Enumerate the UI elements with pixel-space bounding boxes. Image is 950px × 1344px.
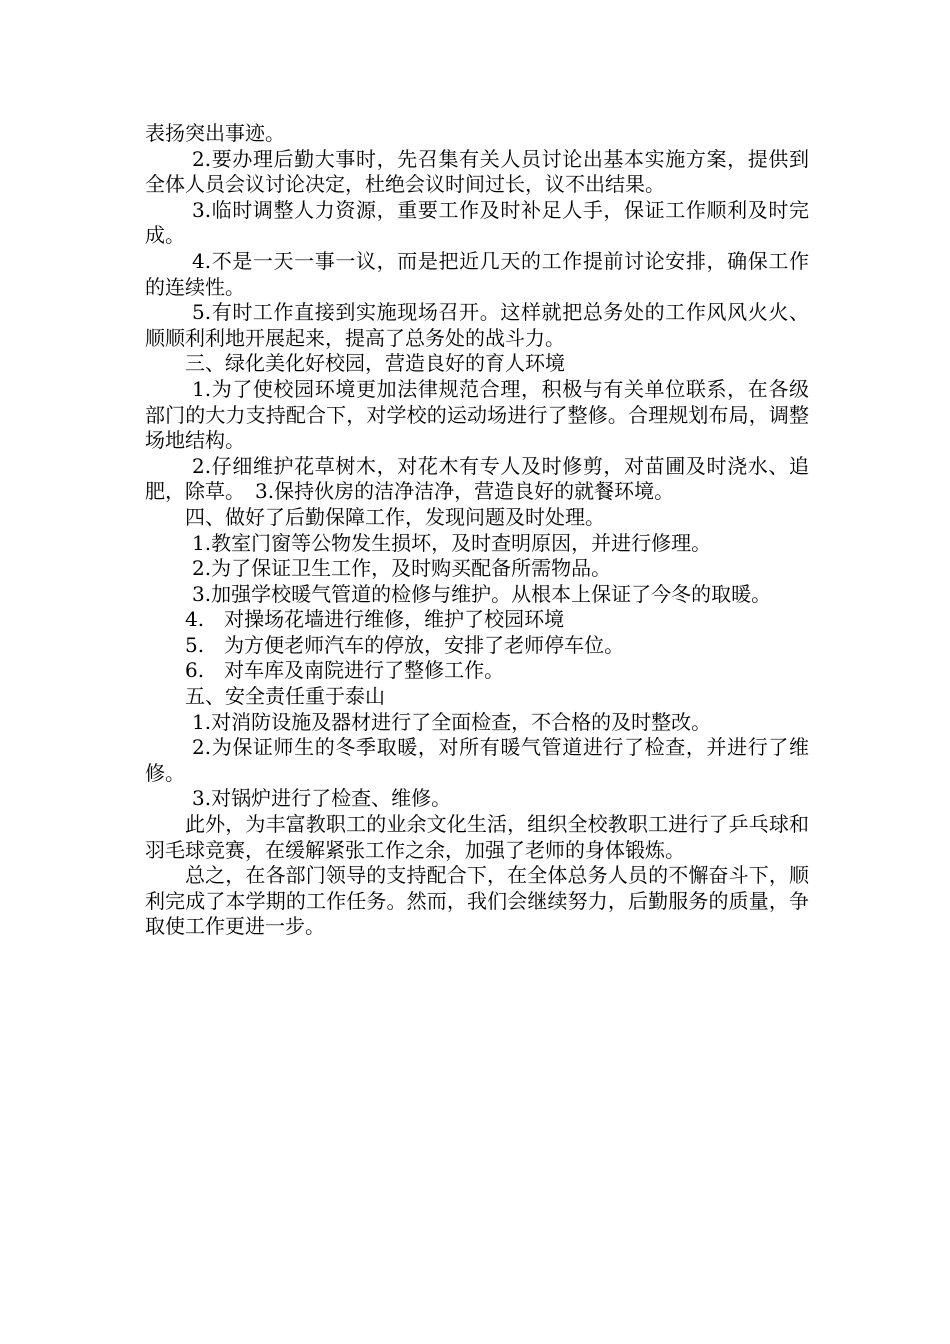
section-heading-5: 五、安全责任重于泰山 [185, 684, 385, 709]
paragraph-section3-item-1: 1.为了使校园环境更加法律规范合理，积极与有关单位联系，在各级部门的大力支持配合下，对学校的运动场进行了整修。合理规划布局，调整场地结构。 [145, 376, 809, 453]
paragraph-section4-item-4: 4. 对操场花墙进行维修，维护了校园环境 [185, 607, 565, 632]
paragraph-item-5: 5.有时工作直接到实施现场召开。这样就把总务处的工作风风火火、顺顺利利地开展起来，提高了总务处的战斗力。 [145, 300, 809, 350]
paragraph-conclusion: 总之，在各部门领导的支持配合下，在全体总务人员的不懈奋斗下，顺利完成了本学期的工作任务。然而，我们会继续努力，后勤服务的质量，争取使工作更进一步。 [145, 863, 809, 939]
paragraph-item-2: 2.要办理后勤大事时，先召集有关人员讨论出基本实施方案，提供到全体人员会议讨论决定，杜绝会议时间过长，议不出结果。 [145, 146, 809, 197]
paragraph-continuation: 表扬突出事迹。 [145, 121, 285, 145]
paragraph-section4-item-3: 3.加强学校暖气管道的检修与维护。从根本上保证了今冬的取暖。 [192, 581, 772, 606]
paragraph-item-4: 4.不是一天一事一议，而是把近几天的工作提前讨论安排，确保工作的连续性。 [145, 248, 809, 299]
paragraph-section4-item-1: 1.教室门窗等公物发生损坏，及时查明原因，并进行修理。 [192, 530, 712, 555]
paragraph-item-3: 3.临时调整人力资源，重要工作及时补足人手，保证工作顺利及时完成。 [145, 197, 809, 248]
paragraph-section4-item-5: 5. 为方便老师汽车的停放，安排了老师停车位。 [185, 632, 625, 657]
paragraph-section5-item-2: 2.为保证师生的冬季取暖，对所有暖气管道进行了检查，并进行了维修。 [145, 735, 809, 785]
paragraph-section5-item-1: 1.对消防设施及器材进行了全面检查，不合格的及时整改。 [192, 709, 712, 734]
section-heading-3: 三、绿化美化好校园，营造良好的育人环境 [185, 351, 565, 376]
document-body [145, 121, 809, 940]
paragraph-additional: 此外，为丰富教职工的业余文化生活，组织全校教职工进行了乒乓球和羽毛球竞赛，在缓解紧张工作之余，加强了老师的身体锻炼。 [145, 812, 809, 862]
section-heading-4: 四、做好了后勤保障工作，发现问题及时处理。 [185, 504, 605, 529]
paragraph-section3-item-2: 2.仔细维护花草树木，对花木有专人及时修剪，对苗圃及时浇水、追肥，除草。 3.保持伙房的洁净洁净，营造良好的就餐环境。 [145, 453, 809, 504]
paragraph-section4-item-2: 2.为了保证卫生工作，及时购买配备所需物品。 [192, 556, 612, 581]
paragraph-section5-item-3: 3.对锅炉进行了检查、维修。 [192, 786, 452, 811]
paragraph-section4-item-6: 6. 对车库及南院进行了整修工作。 [185, 658, 505, 683]
